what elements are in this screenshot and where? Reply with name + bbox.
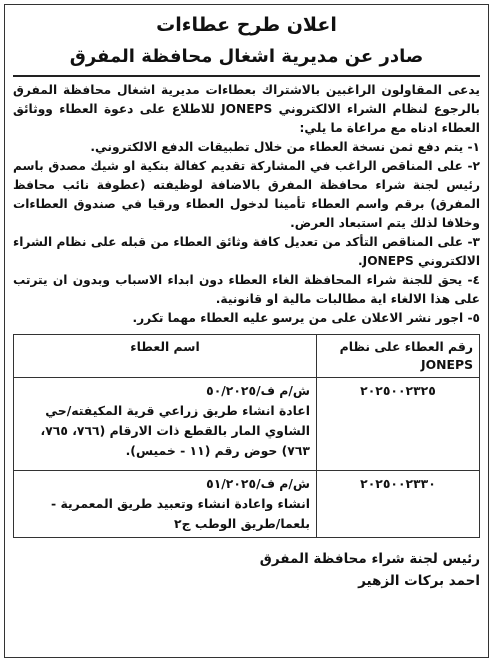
condition-2: ٢- على المناقص الراغب في المشاركة تقديم كفالة بنكية او شيك مصدق باسم رئيس لجنة شراء محافظة المفرق بالاضافة لوظيفته (عطوفة نائب محافظ المفرق) برقم واسم العطاء تأمينا لدخول العطاء ورقيا في صندوق العطاءات وخلافا لذلك يتم استبعاد العرض. <box>13 159 480 230</box>
tender-number: ٢٠٢٥٠٠٢٣٢٥ <box>317 378 480 471</box>
intro-paragraph: يدعى المقاولون الراغبين بالاشتراك بعطاءات مديرية اشغال محافظة المفرق بالرجوع لنظام الشراء الالكتروني JONEPS للاطلاع على دعوة العطاء ووثائق العطاء ادناه مع مراعاة ما يلي: <box>13 83 480 135</box>
table-row <box>14 378 480 471</box>
table-header-row <box>14 335 480 378</box>
tender-announcement <box>4 4 489 658</box>
tender-code: ش/م ف/٥٠/٢٠٢٥ <box>206 383 310 398</box>
condition-3: ٣- على المناقص التأكد من تعديل كافة وثائق العطاء من قبله على نظام الشراء الالكتروني JONEPS. <box>13 235 480 268</box>
condition-4: ٤- يحق للجنة شراء المحافظة الغاء العطاء دون ابداء الاسباب وبدون ان يترتب على هذا الالغاء اية مطالبات مالية او قانونية. <box>13 273 480 306</box>
tender-code: ش/م ف/٥١/٢٠٢٥ <box>206 476 310 491</box>
condition-5: ٥- اجور نشر الاعلان على من يرسو عليه العطاء مهما تكرر. <box>132 311 480 325</box>
header-tender-name: اسم العطاء <box>14 335 317 378</box>
header-tender-number: رقم العطاء على نظام JONEPS <box>317 335 480 378</box>
tenders-table <box>13 334 480 538</box>
tender-number: ٢٠٢٥٠٠٢٣٣٠ <box>317 471 480 538</box>
table-row <box>14 471 480 538</box>
tender-name-cell <box>14 378 317 471</box>
condition-1: ١- يتم دفع ثمن نسخة العطاء من خلال تطبيقات الدفع الالكتروني. <box>90 140 480 154</box>
tender-name-cell <box>14 471 317 538</box>
tender-title: اعادة انشاء طريق زراعي قرية المكيفته/حي الشاوي المار بالقطع ذات الارقام (٧٦٦، ٧٦٥، ٧٦٣) حوض رقم (١١ - خميس). <box>40 403 310 458</box>
signatory-role: رئيس لجنة شراء محافظة المفرق <box>259 551 480 567</box>
title-divider <box>13 75 480 77</box>
signature-block <box>13 548 480 592</box>
announcement-title: اعلان طرح عطاءات <box>156 14 337 36</box>
signatory-name: احمد بركات الزهير <box>358 573 480 589</box>
tender-title: انشاء واعادة انشاء وتعبيد طريق المعمرية - بلعما/طريق الوطب ج٢ <box>51 496 310 531</box>
announcement-subtitle: صادر عن مديرية اشغال محافظة المفرق <box>69 46 424 67</box>
